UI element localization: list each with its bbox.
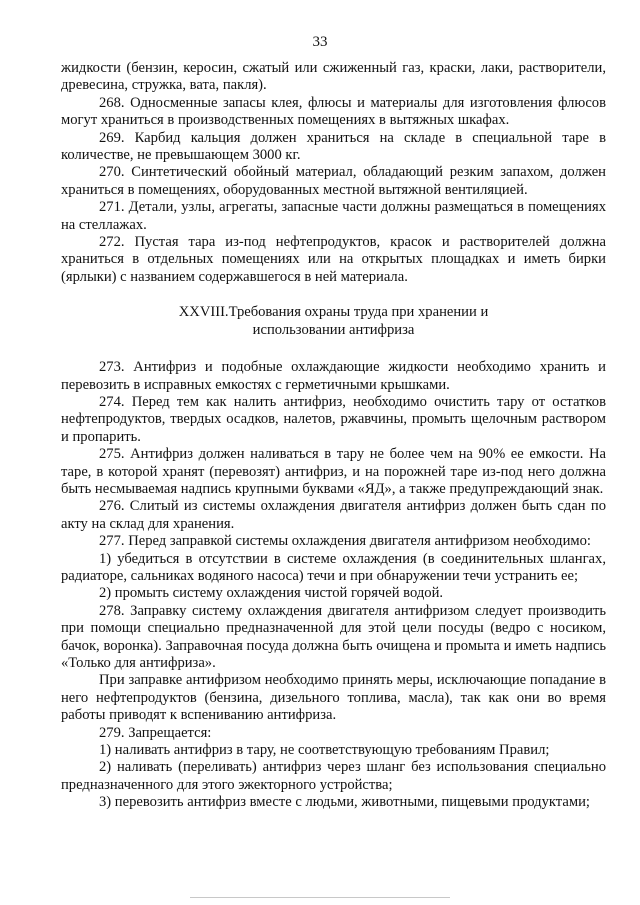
section-heading-line-2: использовании антифриза	[252, 321, 415, 338]
paragraph: 273. Антифриз и подобные охлаждающие жидкости необходимо хранить и перевозить в исправных емкостях с герметичными крышками.	[61, 359, 606, 393]
paragraph: 272. Пустая тара из-под нефтепродуктов, красок и растворителей должна храниться в отдельных помещениях или на открытых площадках и иметь бирки (ярлыки) с названием содержавшегося в ней материала.	[61, 234, 606, 285]
document-body	[61, 60, 606, 812]
page-number: 33	[312, 34, 328, 50]
paragraph: 269. Карбид кальция должен храниться на складе в специальной таре в количестве, не превышающем 3000 кг.	[61, 129, 606, 164]
paragraph: жидкости (бензин, керосин, сжатый или сжиженный газ, краски, лаки, растворители, древесина, стружка, вата, пакля).	[61, 60, 606, 94]
paragraphs-after-section	[61, 359, 606, 812]
paragraph: При заправке антифризом необходимо принять меры, исключающие попадание в него нефтепродуктов (бензина, дизельного топлива, масла), так как они во время работы приводят к вспениванию антифриза.	[61, 672, 606, 724]
paragraph: 276. Слитый из системы охлаждения двигателя антифриз должен быть сдан по акту на склад для хранения.	[61, 498, 606, 532]
section-heading	[61, 304, 606, 339]
paragraph: 277. Перед заправкой системы охлаждения двигателя антифризом необходимо:	[99, 533, 591, 550]
paragraph: 1) убедиться в отсутствии в системе охлаждения (в соединительных шлангах, радиаторе, сальниках водяного насоса) течи и при обнаружении течи устранить ее;	[61, 550, 606, 584]
paragraph: 275. Антифриз должен наливаться в тару не более чем на 90% ее емкости. На таре, в которой хранят (перевозят) антифриз, и на порожней таре из-под него должна быть несмываемая надпись крупными буквами «ЯД», а также предупреждающий знак.	[61, 446, 606, 497]
bottom-divider	[190, 897, 450, 898]
paragraph: 278. Заправку систему охлаждения двигателя антифризом следует производить при помощи специально предназначенной для этой цели посуды (ведро с носиком, бачок, воронка). Заправочная посуда должна быть очищена и промыта и иметь надпись «Только для антифриза».	[61, 602, 606, 671]
paragraphs-before-section	[61, 60, 606, 286]
section-heading-line-1: XXVIII.Требования охраны труда при хранении и	[178, 304, 489, 321]
paragraph: 270. Синтетический обойный материал, обладающий резким запахом, должен храниться в помещениях, оборудованных местной вытяжной вентиляцией.	[61, 164, 606, 198]
paragraph: 3) перевозить антифриз вместе с людьми, животными, пищевыми продуктами;	[99, 794, 590, 811]
paragraph: 268. Односменные запасы клея, флюсы и материалы для изготовления флюсов могут храниться в производственных помещениях в вытяжных шкафах.	[61, 94, 606, 129]
paragraph: 2) наливать (переливать) антифриз через шланг без использования специально предназначенного для этого эжекторного устройства;	[61, 759, 606, 793]
paragraph: 271. Детали, узлы, агрегаты, запасные части должны размещаться в помещениях на стеллажах.	[61, 199, 606, 233]
paragraph: 1) наливать антифриз в тару, не соответствующую требованиям Правил;	[99, 742, 550, 759]
paragraph: 274. Перед тем как налить антифриз, необходимо очистить тару от остатков нефтепродуктов, твердых осадков, налетов, ржавчины, промыть щелочным раствором и пропарить.	[61, 393, 606, 445]
paragraph: 2) промыть систему охлаждения чистой горячей водой.	[99, 585, 444, 602]
paragraph: 279. Запрещается:	[99, 724, 212, 741]
